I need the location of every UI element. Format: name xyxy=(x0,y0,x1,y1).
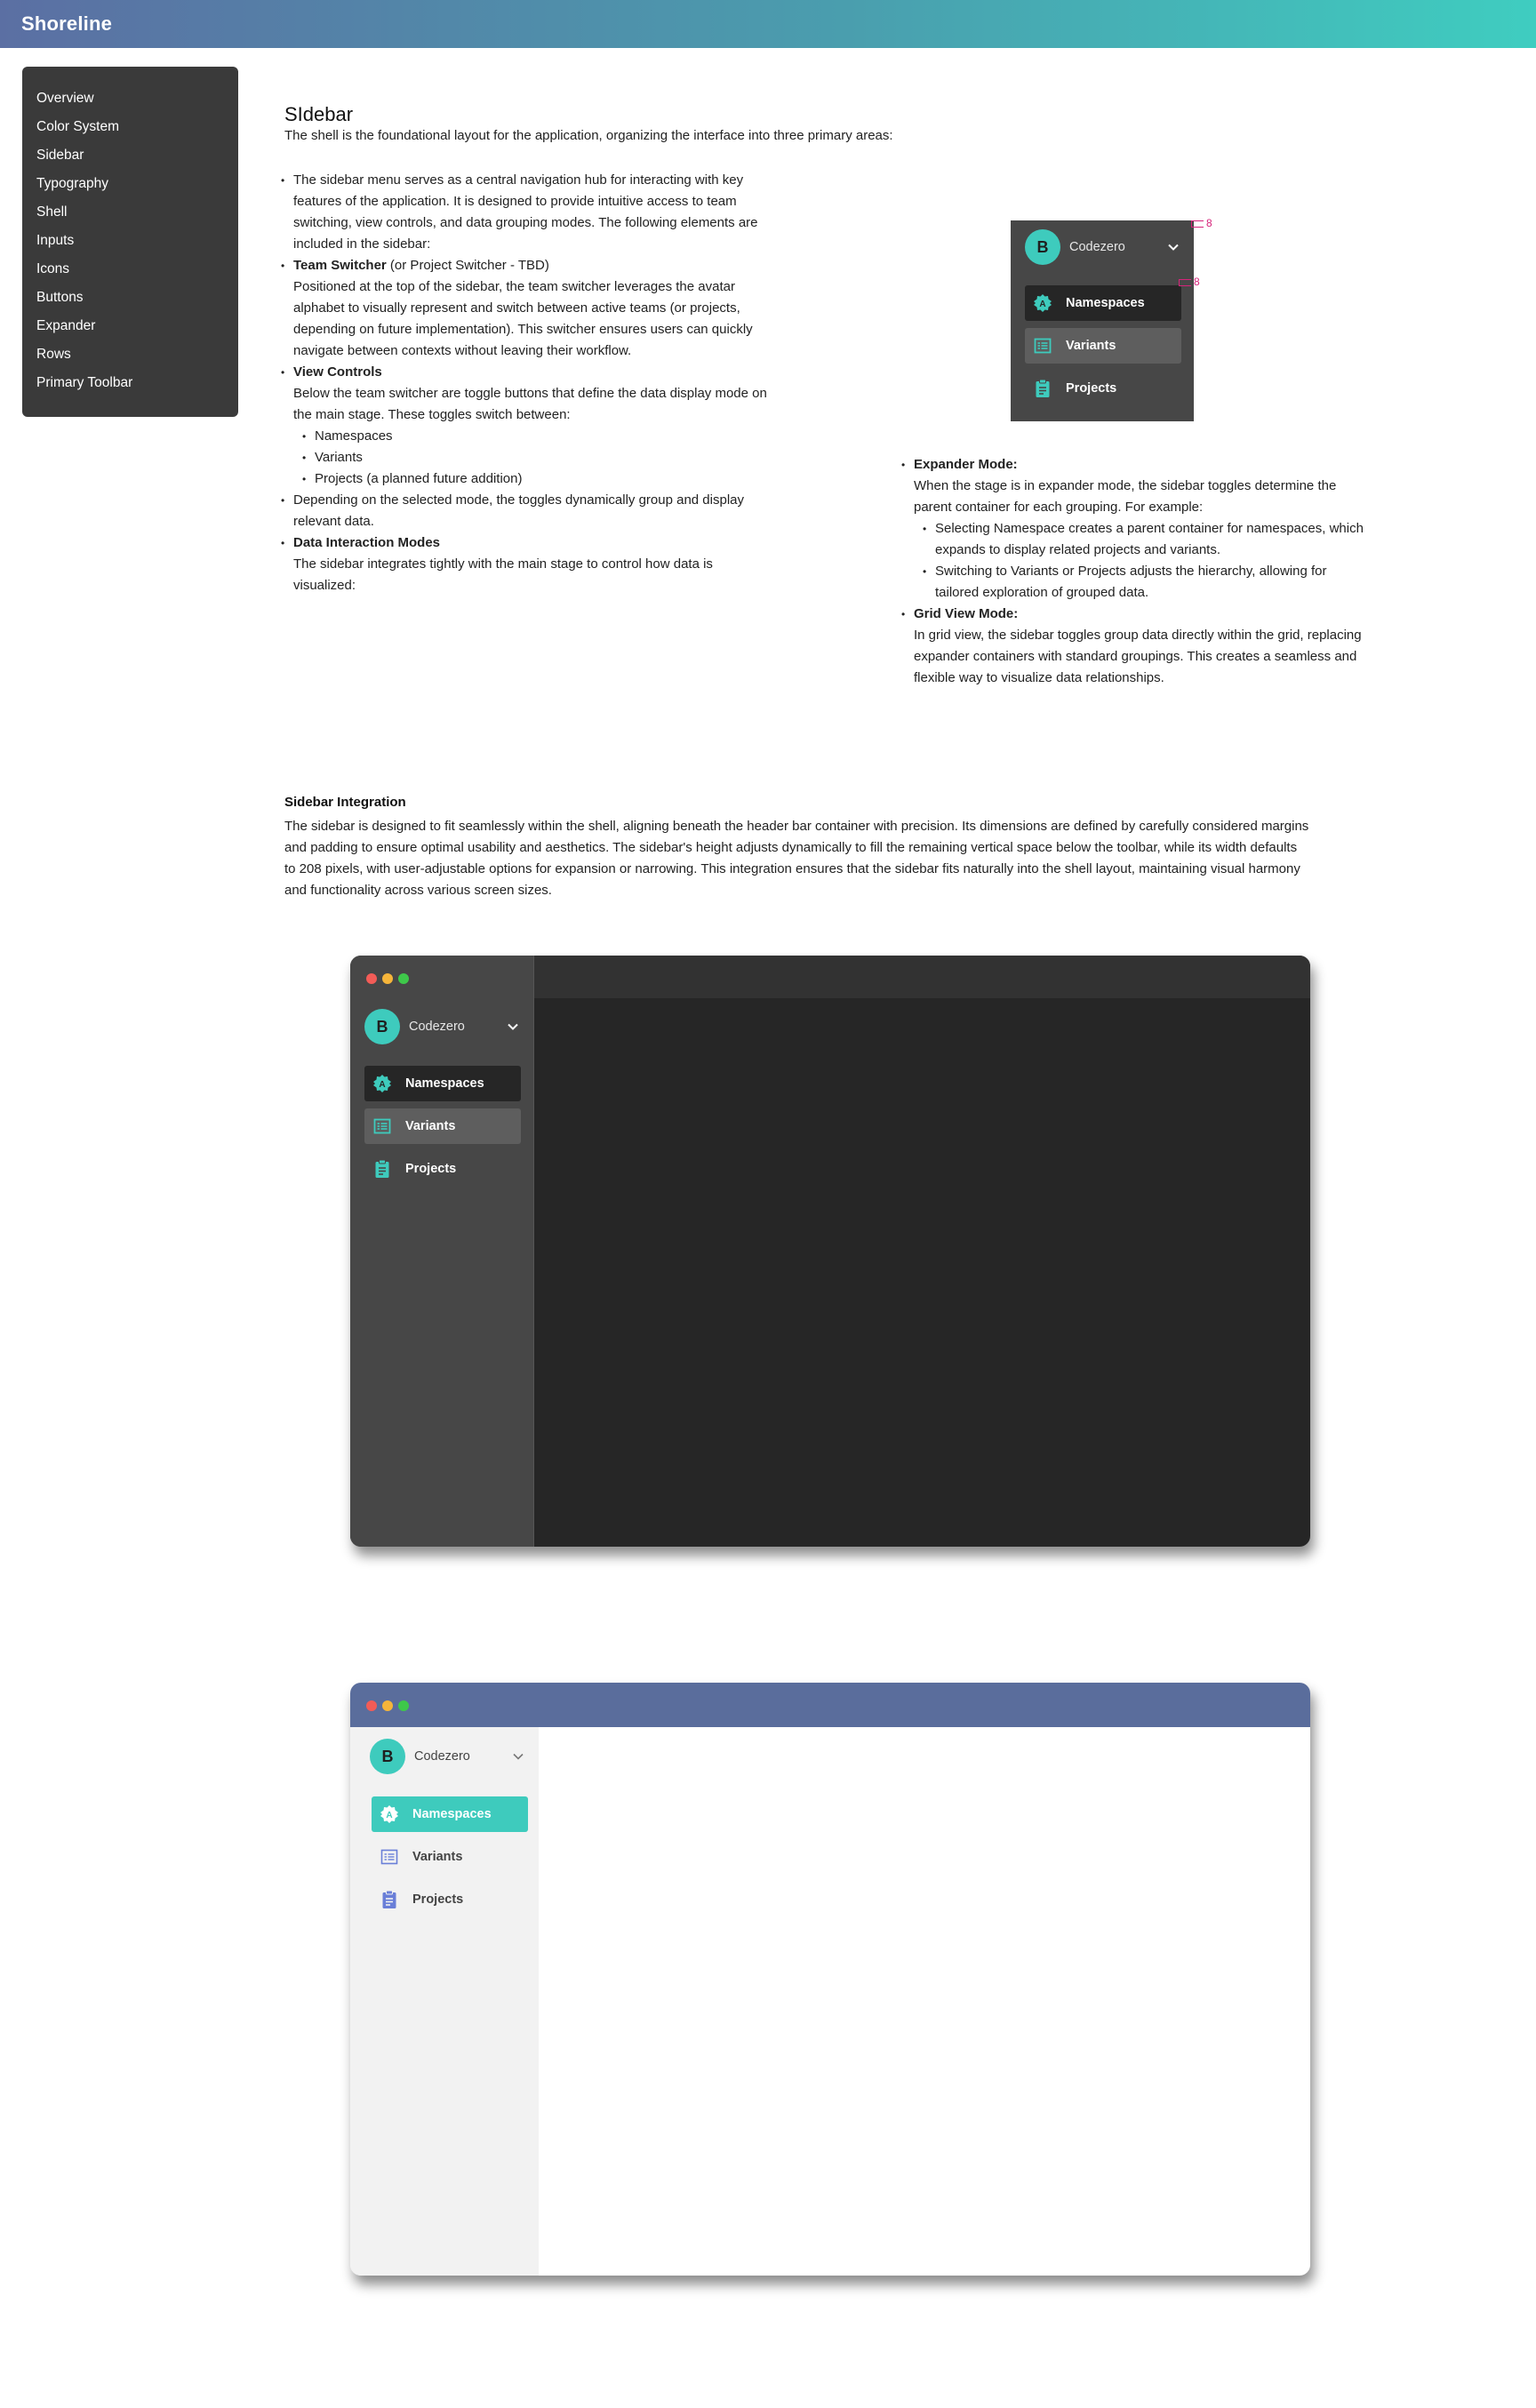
nav-button-namespaces[interactable]: A Namespaces xyxy=(372,1796,528,1832)
nav-button-projects[interactable]: Projects xyxy=(364,1151,521,1187)
nav-button-namespaces[interactable]: A Namespaces xyxy=(364,1066,521,1101)
nav-item-buttons[interactable]: Buttons xyxy=(36,290,84,305)
sidebar-spec-preview xyxy=(1011,220,1194,421)
nav-item-shell[interactable]: Shell xyxy=(36,204,68,220)
list-icon xyxy=(372,1116,392,1136)
grid-view-bullet: • Grid View Mode: In grid view, the sidebar toggles group data directly within the grid, replacing expander containers with standard groupings. This creates a seamless and flexible way to visualize data relationships. xyxy=(905,604,1420,689)
nav-item-sidebar[interactable]: Sidebar xyxy=(36,148,84,163)
minimize-window-dot[interactable] xyxy=(382,1700,393,1711)
data-interaction-bullet: • Data Interaction Modes The sidebar integrates tightly with the main stage to control how data is visualized: xyxy=(284,532,818,596)
nav-button-projects[interactable]: Projects xyxy=(1025,371,1181,406)
svg-text:A: A xyxy=(379,1080,386,1090)
nav-button-namespaces[interactable]: A Namespaces xyxy=(1025,285,1181,321)
clipboard-icon xyxy=(372,1159,392,1179)
sidebar-description-column xyxy=(284,170,818,596)
view-mode-projects: • Projects (a planned future addition) xyxy=(284,468,818,490)
nav-button-projects[interactable]: Projects xyxy=(372,1882,528,1917)
page-title: SIdebar xyxy=(284,103,354,125)
svg-text:A: A xyxy=(386,1811,393,1820)
team-switcher-bullet: • Team Switcher (or Project Switcher - TBD) Positioned at the top of the sidebar, the team switcher leverages the avatar alphabet to visually represent and switch between active teams (or projects, depending on future implementation). This switcher ensures users can quickly navigate between contexts without leaving their workflow. xyxy=(284,255,818,362)
expander-mode-bullet: • Expander Mode: When the stage is in expander mode, the sidebar toggles determine the parent container for each grouping. For example: xyxy=(905,454,1420,518)
integration-title: Sidebar Integration xyxy=(284,795,406,810)
light-header-bar xyxy=(350,1683,1310,1727)
light-shell-window xyxy=(350,1683,1310,2276)
team-name: Codezero xyxy=(414,1749,470,1764)
nav-button-variants[interactable]: Variants xyxy=(364,1108,521,1144)
nav-item-expander[interactable]: Expander xyxy=(36,318,96,333)
view-controls-bullet: • View Controls Below the team switcher are toggle buttons that define the data display mode on the main stage. These toggles switch between: xyxy=(284,362,818,426)
nav-item-typography[interactable]: Typography xyxy=(36,176,108,191)
list-icon xyxy=(380,1847,399,1867)
clipboard-icon xyxy=(380,1890,399,1909)
list-icon xyxy=(1033,336,1052,356)
chevron-down-icon xyxy=(1167,241,1180,253)
dark-shell-window xyxy=(350,956,1310,1547)
team-avatar: B xyxy=(364,1009,400,1044)
namespace-badge-icon xyxy=(380,1804,399,1824)
window-controls xyxy=(366,1700,409,1711)
spacing-annotation-top: 8 xyxy=(1191,218,1212,228)
close-window-dot[interactable] xyxy=(366,1700,377,1711)
namespace-badge-icon xyxy=(1033,293,1052,313)
doc-navigation xyxy=(22,67,238,417)
clipboard-icon xyxy=(1033,379,1052,398)
dark-toolbar xyxy=(534,956,1310,998)
maximize-window-dot[interactable] xyxy=(398,1700,409,1711)
expander-point-hierarchy: • Switching to Variants or Projects adjusts the hierarchy, allowing for tailored exploration of grouped data. xyxy=(905,561,1420,604)
brand-name: Shoreline xyxy=(21,12,113,35)
nav-button-variants[interactable]: Variants xyxy=(372,1839,528,1875)
spacing-annotation-mid: 8 xyxy=(1179,276,1200,287)
team-avatar: B xyxy=(370,1739,405,1774)
chevron-down-icon xyxy=(512,1750,524,1763)
depending-bullet: • Depending on the selected mode, the toggles dynamically group and display relevant data. xyxy=(284,490,818,532)
nav-item-primary-toolbar[interactable]: Primary Toolbar xyxy=(36,375,133,390)
window-controls xyxy=(366,973,409,984)
nav-button-variants[interactable]: Variants xyxy=(1025,328,1181,364)
close-window-dot[interactable] xyxy=(366,973,377,984)
top-header-bar xyxy=(0,0,1536,48)
namespace-badge-icon xyxy=(372,1074,392,1093)
view-mode-namespaces: • Namespaces xyxy=(284,426,818,447)
integration-body: The sidebar is designed to fit seamlessly within the shell, aligning beneath the header bar container with precision. Its dimensions are defined by carefully considered margins and padding to ensure optimal usability and aesthetics. The sidebar's height adjusts dynamically to fill the remaining vertical space below the toolbar, while its width defaults to 208 pixels, with user-adjustable options for expansion or narrowing. This integration ensures that the sidebar fits naturally into the shell layout, maintaining visual harmony and functionality across various screen sizes. xyxy=(284,819,1309,898)
minimize-window-dot[interactable] xyxy=(382,973,393,984)
team-name: Codezero xyxy=(409,1020,465,1034)
nav-item-overview[interactable]: Overview xyxy=(36,91,94,106)
team-name: Codezero xyxy=(1069,240,1125,254)
team-avatar: B xyxy=(1025,229,1060,265)
nav-item-rows[interactable]: Rows xyxy=(36,347,71,362)
nav-item-icons[interactable]: Icons xyxy=(36,261,70,276)
view-mode-variants: • Variants xyxy=(284,447,818,468)
nav-item-inputs[interactable]: Inputs xyxy=(36,233,75,248)
expander-point-namespace: • Selecting Namespace creates a parent container for namespaces, which expands to display related projects and variants. xyxy=(905,518,1420,561)
intro-bullet: • The sidebar menu serves as a central navigation hub for interacting with key features of the application. It is designed to provide intuitive access to team switching, view controls, and data grouping modes. The following elements are included in the sidebar: xyxy=(284,170,818,255)
mode-description-column xyxy=(905,454,1420,689)
team-switcher[interactable] xyxy=(364,1009,519,1044)
team-switcher[interactable] xyxy=(1025,229,1180,265)
team-switcher[interactable] xyxy=(370,1739,524,1774)
chevron-down-icon xyxy=(507,1020,519,1033)
nav-item-color-system[interactable]: Color System xyxy=(36,119,120,134)
svg-text:A: A xyxy=(1039,300,1046,309)
page-intro: The shell is the foundational layout for the application, organizing the interface into three primary areas: xyxy=(284,128,893,143)
maximize-window-dot[interactable] xyxy=(398,973,409,984)
